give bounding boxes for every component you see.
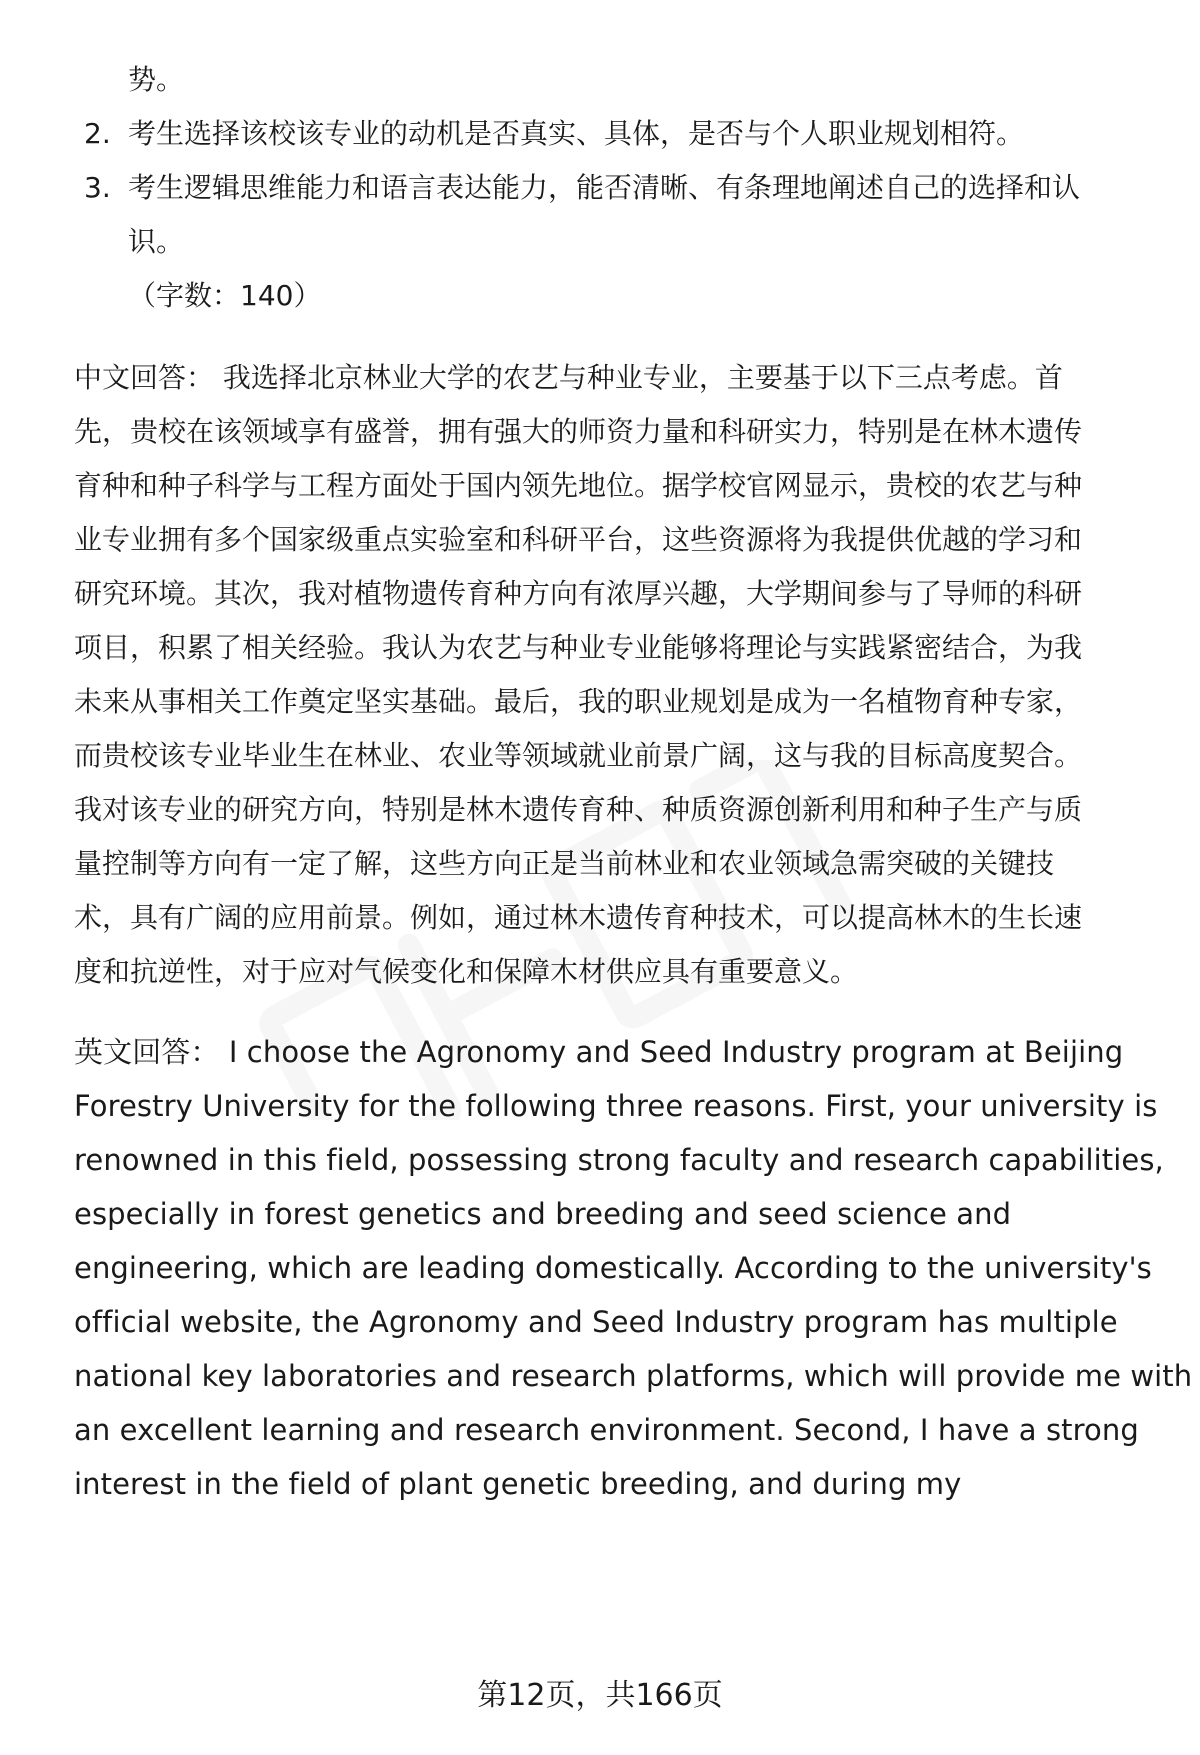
english-answer-line: renowned in this field, possessing strong faculty and research capabilities, — [74, 1143, 1164, 1177]
chinese-answer-line: 未来从事相关工作奠定坚实基础。最后，我的职业规划是成为一名植物育种专家， — [74, 685, 1083, 718]
chinese-answer-line: 量控制等方向有一定了解，这些方向正是当前林业和农业领域急需突破的关键技 — [74, 847, 1055, 880]
english-answer-line: interest in the field of plant genetic breeding, and during my — [74, 1467, 962, 1501]
list-item-3-number: 3. — [84, 171, 111, 204]
word-count: （字数：140） — [128, 279, 322, 312]
chinese-answer-line: 项目，积累了相关经验。我认为农艺与种业专业能够将理论与实践紧密结合，为我 — [74, 631, 1083, 664]
list-item-1-continuation: 势。 — [128, 63, 185, 96]
chinese-answer-line: 业专业拥有多个国家级重点实验室和科研平台，这些资源将为我提供优越的学习和 — [74, 523, 1083, 556]
english-answer-line: national key laboratories and research platforms, which will provide me with — [74, 1359, 1193, 1393]
chinese-answer-line: 研究环境。其次，我对植物遗传育种方向有浓厚兴趣，大学期间参与了导师的科研 — [74, 577, 1083, 610]
chinese-answer-line: 度和抗逆性，对于应对气候变化和保障木材供应具有重要意义。 — [74, 955, 859, 988]
english-answer-line: Forestry University for the following three reasons. First, your university is — [74, 1089, 1158, 1123]
list-item-3-text-line-2: 识。 — [128, 225, 185, 258]
chinese-answer-line: 术，具有广阔的应用前景。例如，通过林木遗传育种技术，可以提高林木的生长速 — [74, 901, 1083, 934]
english-answer-line: 英文回答： I choose the Agronomy and Seed Industry program at Beijing — [74, 1035, 1124, 1069]
list-item-3-text-line-1: 考生逻辑思维能力和语言表达能力，能否清晰、有条理地阐述自己的选择和认 — [128, 171, 1081, 204]
chinese-answer-line: 育种和种子科学与工程方面处于国内领先地位。据学校官网显示，贵校的农艺与种 — [74, 469, 1083, 502]
list-item-2-number: 2. — [84, 117, 111, 150]
chinese-answer-line: 先，贵校在该领域享有盛誉，拥有强大的师资力量和科研实力，特别是在林木遗传 — [74, 415, 1083, 448]
chinese-answer-line: 而贵校该专业毕业生在林业、农业等领域就业前景广阔，这与我的目标高度契合。 — [74, 739, 1083, 772]
english-answer-line: official website, the Agronomy and Seed Industry program has multiple — [74, 1305, 1118, 1339]
chinese-answer-line: 中文回答： 我选择北京林业大学的农艺与种业专业，主要基于以下三点考虑。首 — [74, 361, 1063, 394]
chinese-answer-line: 我对该专业的研究方向，特别是林木遗传育种、种质资源创新利用和种子生产与质 — [74, 793, 1083, 826]
list-item-2-text: 考生选择该校该专业的动机是否真实、具体，是否与个人职业规划相符。 — [128, 117, 1025, 150]
english-answer-line: especially in forest genetics and breeding and seed science and — [74, 1197, 1012, 1231]
page-number-footer: 第12页，共166页 — [477, 1678, 723, 1713]
english-answer-line: an excellent learning and research environment. Second, I have a strong — [74, 1413, 1139, 1447]
english-answer-line: engineering, which are leading domestically. According to the university's — [74, 1251, 1152, 1285]
